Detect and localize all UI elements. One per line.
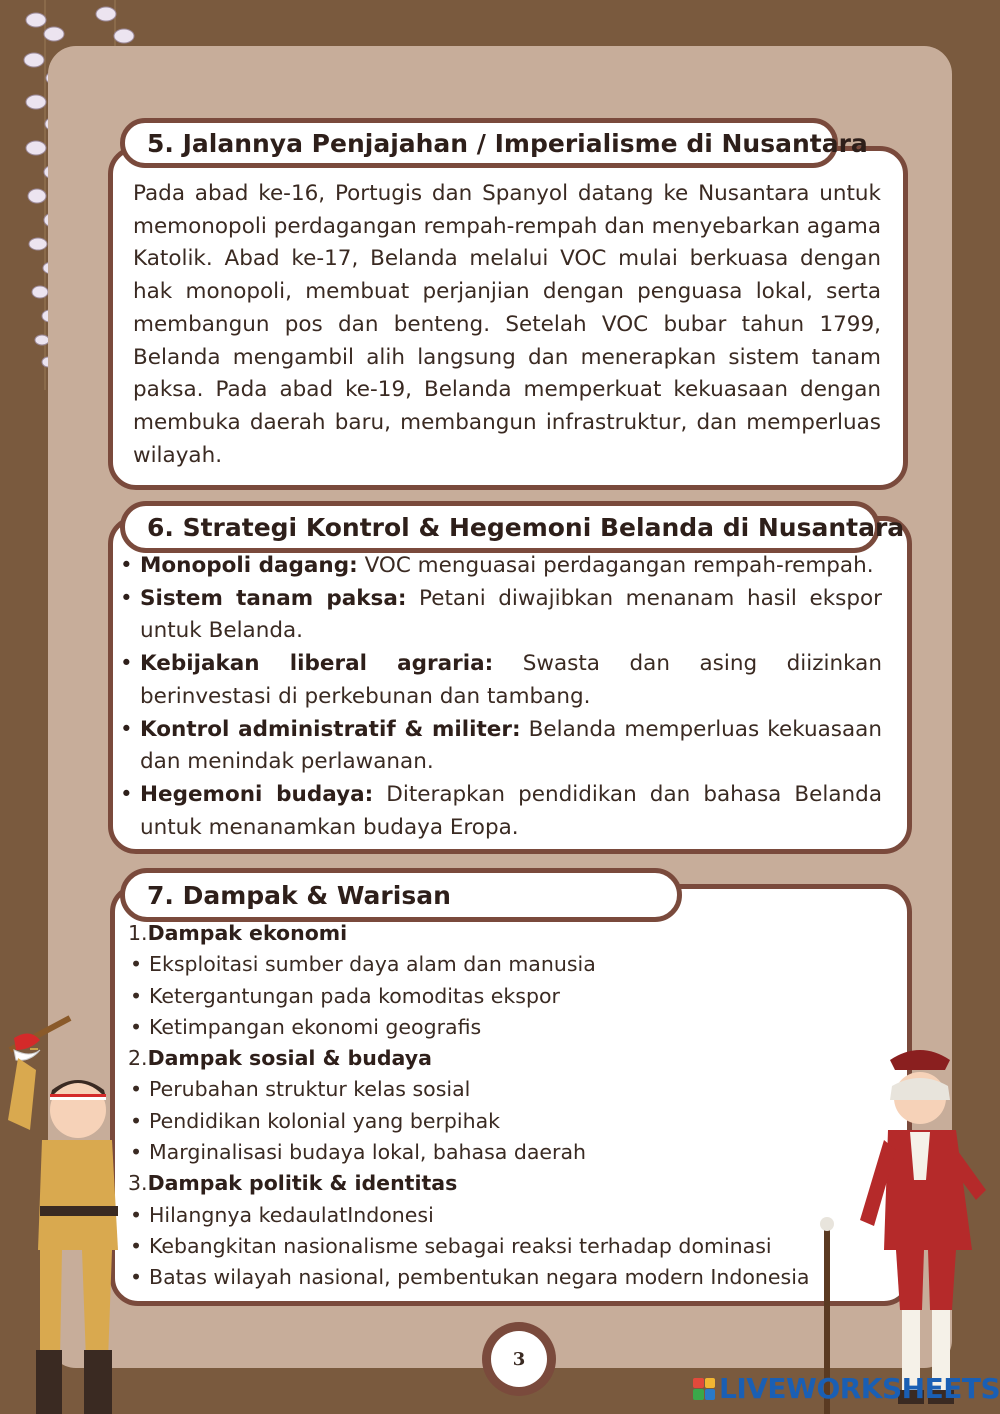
section5-paragraph: Pada abad ke-16, Portugis dan Spanyol datang ke Nusantara untuk memonopoli perdagangan rempah-rempah dan menyebarkan agama Katolik. Abad ke-17, Belanda melalui VOC mulai berkuasa dengan hak monopoli, membuat perjanjian dengan penguasa lokal, serta membangun pos dan benteng. Setelah VOC bubar tahun 1799, Belanda mengambil alih langsung dan menerapkan sistem tanam paksa. Pada abad ke-19, Belanda memperkuat kekuasaan dengan membuka daerah baru, membangun infrastruktur, dan memperluas wilayah. <box>133 181 881 468</box>
list-item: • Eksploitasi sumber daya alam dan manusia <box>128 949 809 980</box>
list-heading <box>128 1168 809 1199</box>
list-heading <box>128 918 809 949</box>
section6-title-text: 6. Strategi Kontrol & Hegemoni Belanda di Nusantara <box>147 512 905 542</box>
page-number-badge <box>482 1322 556 1396</box>
list-item: • Kebangkitan nasionalisme sebagai reaksi terhadap dominasi <box>128 1231 809 1262</box>
section5-title-text: 5. Jalannya Penjajahan / Imperialisme di Nusantara <box>147 128 868 158</box>
liveworksheets-logo-icon <box>693 1378 715 1400</box>
list-number: 2. <box>128 1046 148 1071</box>
section7-list <box>128 918 809 1294</box>
section6-list <box>112 550 882 844</box>
list-heading <box>128 1043 809 1074</box>
list-item-desc: Swasta dan asing diizinkan berinvestasi di perkebunan dan tambang. <box>140 651 882 709</box>
list-item-term: Kontrol administratif & militer: <box>140 716 521 742</box>
list-item-term: Kebijakan liberal agraria: <box>140 651 494 677</box>
list-heading-text: Dampak politik & identitas <box>147 1171 458 1196</box>
list-item: • Pendidikan kolonial yang berpihak <box>128 1106 809 1137</box>
list-item-term: Hegemoni budaya: <box>140 781 374 807</box>
list-item-term: Monopoli dagang: <box>140 553 358 578</box>
list-item-desc: VOC menguasai perdagangan rempah-rempah. <box>357 553 874 578</box>
list-item-desc: Diterapkan pendidikan dan bahasa Belanda untuk menanamkan budaya Eropa. <box>140 781 883 840</box>
list-number: 3. <box>128 1171 148 1196</box>
list-item: • Ketimpangan ekonomi geografis <box>128 1012 809 1043</box>
list-item: • Batas wilayah nasional, pembentukan negara modern Indonesia <box>128 1262 809 1293</box>
watermark-text: LIVEWORKSHEETS <box>719 1372 1000 1405</box>
list-item: • Perubahan struktur kelas sosial <box>128 1074 809 1105</box>
section5-title <box>120 118 868 168</box>
dutch-official-illustration-icon <box>800 1040 1000 1414</box>
list-item-term: Sistem tanam paksa: <box>140 585 407 611</box>
liveworksheets-watermark[interactable] <box>693 1372 1000 1405</box>
list-item-desc: Petani diwajibkan menanam hasil ekspor untuk Belanda. <box>140 585 882 644</box>
section7-title <box>120 868 682 922</box>
list-item <box>112 714 882 779</box>
indonesian-fighter-illustration-icon <box>0 1010 140 1414</box>
section7-title-text: 7. Dampak & Warisan <box>147 880 451 910</box>
list-heading-text: Dampak sosial & budaya <box>147 1046 432 1071</box>
list-item: • Ketergantungan pada komoditas ekspor <box>128 981 809 1012</box>
list-item-desc: Belanda memperluas kekuasaan dan menindak perlawanan. <box>140 716 882 775</box>
list-item <box>112 779 882 844</box>
list-item <box>112 648 882 713</box>
list-item <box>112 583 882 648</box>
list-item: • Marginalisasi budaya lokal, bahasa daerah <box>128 1137 809 1168</box>
page-number: 3 <box>491 1331 547 1387</box>
list-number: 1. <box>128 921 148 945</box>
section6-title <box>120 501 905 553</box>
list-item: • Hilangnya kedaulatIndonesi <box>128 1200 809 1231</box>
list-heading-text: Dampak ekonomi <box>147 921 348 945</box>
list-item <box>112 550 882 583</box>
